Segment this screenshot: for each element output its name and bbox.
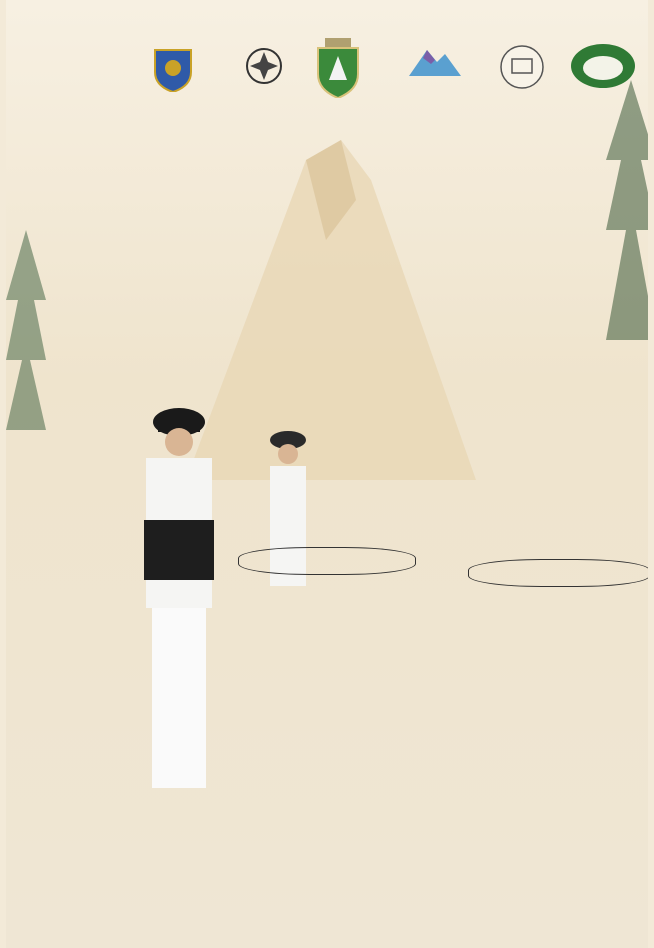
raraul-logo	[402, 44, 468, 82]
sponsor-logos	[6, 38, 648, 138]
bottom-embroidery-border	[6, 872, 648, 928]
coat-of-arms-icon	[153, 46, 193, 92]
festival-poster	[6, 0, 648, 948]
hand-drawn-circle-sunday	[468, 559, 648, 587]
fir-tree-left-decoration	[6, 230, 46, 430]
second-performer-illustration	[258, 428, 318, 628]
round-seal-icon	[499, 44, 545, 90]
performer-illustration	[124, 400, 224, 800]
star-ornament-icon	[244, 46, 284, 86]
top-embroidery-border	[6, 0, 648, 24]
shield-icon	[315, 38, 361, 98]
mountain-logo-icon	[405, 44, 465, 78]
consiliul-judetean-logo	[138, 46, 208, 96]
campulung-coat-of-arms	[308, 38, 368, 102]
hand-drawn-circle-saturday	[238, 547, 416, 575]
centrul-cultural-logo	[234, 46, 294, 90]
bucovina-100-logo	[568, 42, 638, 94]
centrul-pila-logo	[482, 44, 562, 94]
green-oval-badge-icon	[570, 42, 636, 90]
